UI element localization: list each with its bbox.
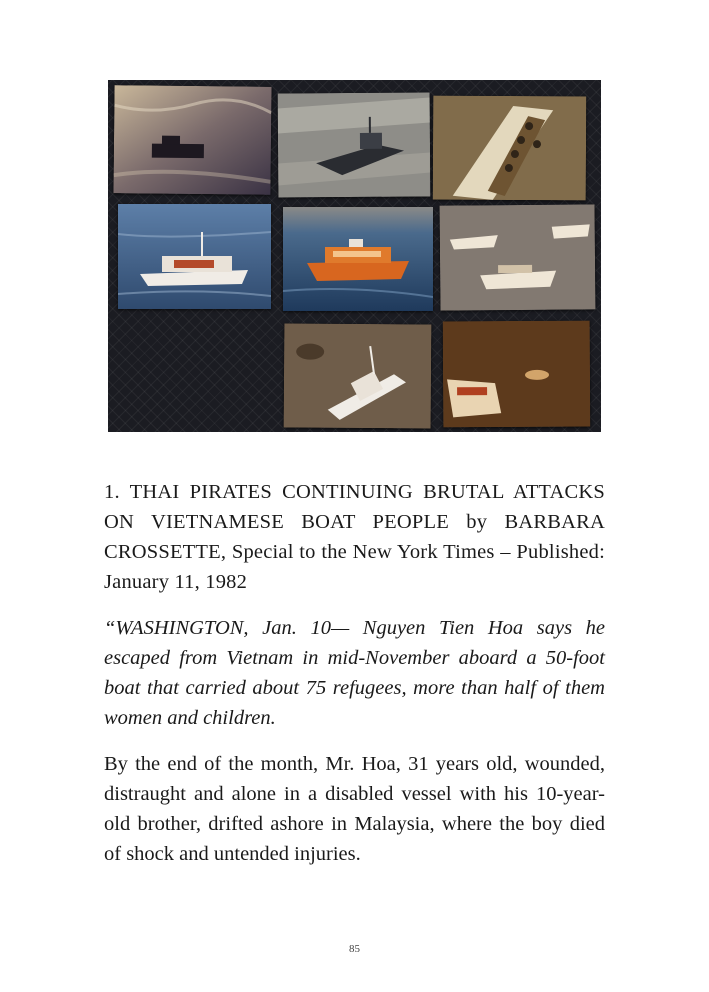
photo-white-boat-dinghy [284, 323, 432, 428]
page-number: 85 [349, 943, 360, 955]
photo-boat-at-night [443, 321, 591, 428]
photo-white-fishing-boat [118, 204, 271, 309]
article-paragraph: By the end of the month, Mr. Hoa, 31 years old, wounded, distraught and alone in a disabled vessel with his 10-year-old brother, drifted ashore in Malaysia, where the boy died of shock and untended injuries. [104, 753, 605, 865]
photo-orange-boat [283, 207, 433, 311]
photo-boat-silhouette [113, 85, 271, 195]
photo-patrol-boat [278, 92, 431, 197]
article-quote: “WASHINGTON, Jan. 10— Nguyen Tien Hoa says he escaped from Vietnam in mid-November aboard a 50-foot boat that carried about 75 refugees, more than half of them women and children. [104, 617, 605, 729]
article-heading: 1. THAI PIRATES CONTINUING BRUTAL ATTACKS ON VIETNAMESE BOAT PEOPLE by BARBARA CROSSETTE, Special to the New York Times – Published: January 11, 1982 [104, 481, 605, 593]
photo-several-boats [440, 204, 596, 310]
photo-crowded-deck [433, 96, 587, 201]
boat-photo-collage [108, 80, 601, 432]
